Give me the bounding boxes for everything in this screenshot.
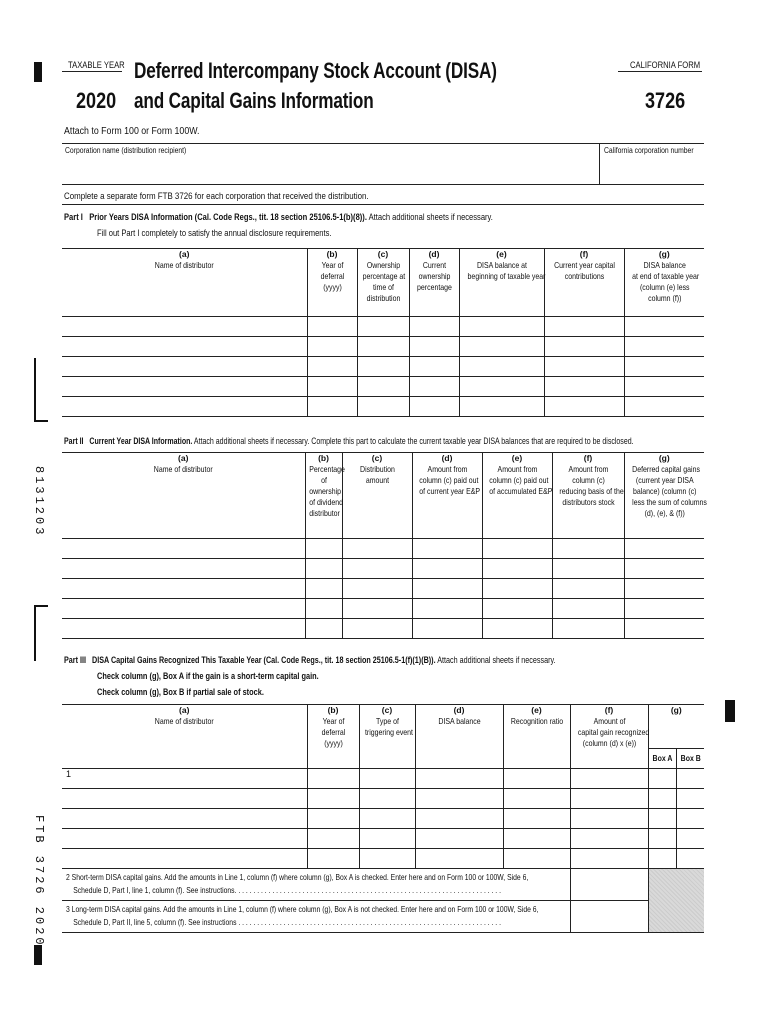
shaded-area (648, 869, 704, 933)
part2-table (62, 452, 707, 639)
part3-col-c-header: (c) Type of triggering event (359, 705, 415, 769)
part3-label: Part III (64, 655, 87, 665)
registration-mark (34, 420, 48, 422)
input-cell[interactable] (62, 337, 307, 357)
box-b-checkbox[interactable] (676, 849, 704, 869)
input-cell[interactable] (307, 337, 357, 357)
input-cell[interactable] (62, 397, 307, 417)
form-footer: FTB 3726 2020 (32, 815, 46, 948)
input-cell[interactable] (624, 579, 704, 599)
input-cell[interactable] (412, 599, 482, 619)
input-cell[interactable] (624, 539, 704, 559)
box-b-checkbox[interactable] (676, 789, 704, 809)
part3-col-g-header: (g) (648, 705, 704, 749)
california-form-label: CALIFORNIA FORM (630, 60, 701, 70)
part3-title-suffix: Attach additional sheets if necessary. (437, 655, 556, 665)
input-cell[interactable] (503, 809, 570, 829)
line-3-text: 3 Long-term DISA capital gains. Add the amounts in Line 1, column (f) where column (g), Box A is not checked. Enter here and on Form 100 or 100W, Side 6, Schedule D, Part II, line 5, column (f). See instructions . . . . . . . . . . . . . . . . . . . . . . . . . . . . . . . . . . . . . . . . . . . . . . . . . . . . . . . . . . . . . . . . . . . . . . (62, 901, 570, 933)
box-a-checkbox[interactable] (648, 789, 676, 809)
input-cell[interactable] (415, 829, 503, 849)
table-row (62, 317, 704, 337)
table-row (62, 769, 704, 789)
part3-col-a-header: (a) Name of distributor (62, 705, 307, 769)
box-a-checkbox[interactable] (648, 769, 676, 789)
part1-col-d-header: (d) Current ownership percentage (409, 249, 459, 317)
table-row (62, 559, 704, 579)
box-b-checkbox[interactable] (676, 769, 704, 789)
box-a-header: Box A (648, 749, 676, 769)
input-cell[interactable] (503, 849, 570, 869)
part1-col-b-header: (b) Year of deferral (yyyy) (307, 249, 357, 317)
input-cell[interactable] (62, 539, 305, 559)
line-2-text: 2 Short-term DISA capital gains. Add the amounts in Line 1, column (f) where column (g), Box A is checked. Enter here and on Form 100 or 100W, Side 6, Schedule D, Part I, line 1, column (f). See instructions. . . . . . . . . . . . . . . . . . . . . . . . . . . . . . . . . . . . . . . . . . . . . . . . . . . . . . . . . . . . . . . . . . . . . . . (62, 869, 570, 901)
part2-col-e-header: (e) Amount from column (c) paid out of accumulated E&P (482, 453, 552, 539)
input-cell[interactable] (412, 619, 482, 639)
part3-col-d-header: (d) DISA balance (415, 705, 503, 769)
input-cell[interactable] (624, 377, 704, 397)
input-cell[interactable] (544, 317, 624, 337)
input-cell[interactable] (482, 619, 552, 639)
input-cell[interactable] (359, 789, 415, 809)
part1-col-e-header: (e) DISA balance at beginning of taxable year (459, 249, 544, 317)
part1-col-a-header: (a) Name of distributor (62, 249, 307, 317)
part1-label: Part I (64, 212, 83, 222)
part1-title-suffix: Attach additional sheets if necessary. (368, 212, 493, 222)
input-cell[interactable] (62, 579, 305, 599)
input-cell[interactable] (552, 539, 624, 559)
input-cell[interactable] (459, 357, 544, 377)
attach-instruction: Attach to Form 100 or Form 100W. (64, 126, 200, 137)
input-cell[interactable] (305, 599, 342, 619)
input-cell[interactable] (552, 559, 624, 579)
input-cell[interactable] (503, 789, 570, 809)
table-row (62, 377, 704, 397)
table-row (62, 849, 704, 869)
input-cell[interactable] (342, 559, 412, 579)
input-cell[interactable] (62, 317, 307, 337)
taxable-year-label: TAXABLE YEAR (68, 60, 125, 70)
input-cell[interactable] (357, 357, 409, 377)
registration-mark (34, 62, 42, 82)
input-cell[interactable] (570, 829, 648, 849)
part3-check-a: Check column (g), Box A if the gain is a short-term capital gain. (97, 671, 319, 681)
box-a-checkbox[interactable] (648, 809, 676, 829)
table-row (62, 789, 704, 809)
part2-col-d-header: (d) Amount from column (c) paid out of current year E&P (412, 453, 482, 539)
part2-col-f-header: (f) Amount from column (c) reducing basis of the distributors stock (552, 453, 624, 539)
year: 2020 (76, 88, 117, 113)
input-cell[interactable] (342, 599, 412, 619)
input-cell[interactable] (359, 849, 415, 869)
registration-mark (34, 358, 36, 422)
part1-col-f-header: (f) Current year capital contributions (544, 249, 624, 317)
input-cell[interactable] (624, 559, 704, 579)
table-row (62, 357, 704, 377)
input-cell[interactable] (359, 809, 415, 829)
input-cell[interactable] (544, 357, 624, 377)
input-cell[interactable] (624, 357, 704, 377)
form-code: 8131203 (32, 466, 46, 538)
input-cell[interactable] (459, 317, 544, 337)
input-cell[interactable] (624, 397, 704, 417)
input-cell[interactable] (459, 377, 544, 397)
input-cell[interactable] (62, 619, 305, 639)
part2-heading (64, 436, 634, 446)
input-cell[interactable] (552, 619, 624, 639)
part2-col-b-header: (b) Percentage of ownership of dividend distributor (305, 453, 342, 539)
input-cell[interactable] (415, 789, 503, 809)
box-b-header: Box B (676, 749, 704, 769)
input-cell[interactable] (305, 539, 342, 559)
table-row (62, 809, 704, 829)
part1-col-g-header: (g) DISA balance at end of taxable year (column (e) less column (f)) (624, 249, 704, 317)
input-cell[interactable] (409, 317, 459, 337)
input-cell[interactable] (307, 377, 357, 397)
part3-col-f-header: (f) Amount of capital gain recognized (column (d) x (e)) (570, 705, 648, 769)
input-cell[interactable] (415, 809, 503, 829)
part2-label: Part II (64, 436, 84, 446)
input-cell[interactable] (412, 539, 482, 559)
input-cell[interactable] (62, 829, 307, 849)
california-corporation-number-label: California corporation number (604, 146, 694, 155)
line-1-name-cell[interactable]: 1 (62, 769, 307, 789)
input-cell[interactable] (342, 619, 412, 639)
input-cell[interactable] (624, 619, 704, 639)
part1-title: Prior Years DISA Information (Cal. Code Regs., tit. 18 section 25106.5-1(b)(8)). (89, 212, 367, 222)
table-row (62, 337, 704, 357)
input-cell[interactable] (459, 337, 544, 357)
input-cell[interactable] (482, 579, 552, 599)
part1-subtitle: Fill out Part I completely to satisfy the annual disclosure requirements. (97, 228, 332, 238)
input-cell[interactable] (305, 579, 342, 599)
part2-col-c-header: (c) Distribution amount (342, 453, 412, 539)
registration-mark (34, 605, 36, 661)
input-cell[interactable] (307, 849, 359, 869)
input-cell[interactable] (570, 849, 648, 869)
input-cell[interactable] (482, 539, 552, 559)
line-3-row (62, 901, 704, 933)
input-cell[interactable] (624, 337, 704, 357)
part3-table (62, 704, 704, 933)
input-cell[interactable] (62, 559, 305, 579)
input-cell[interactable] (307, 789, 359, 809)
input-cell[interactable] (307, 769, 359, 789)
line-3-amount[interactable] (570, 901, 648, 933)
box-a-checkbox[interactable] (648, 849, 676, 869)
input-cell[interactable] (62, 789, 307, 809)
form-title-line2: and Capital Gains Information (134, 88, 374, 113)
input-cell[interactable] (357, 377, 409, 397)
part1-col-c-header: (c) Ownership percentage at time of distribution (357, 249, 409, 317)
input-cell[interactable] (409, 337, 459, 357)
registration-mark (725, 700, 735, 722)
part3-check-b: Check column (g), Box B if partial sale of stock. (97, 687, 264, 697)
table-row (62, 579, 704, 599)
input-cell[interactable] (409, 397, 459, 417)
box-b-checkbox[interactable] (676, 829, 704, 849)
input-cell[interactable] (305, 619, 342, 639)
intro-instruction: Complete a separate form FTB 3726 for each corporation that received the distribution. (64, 191, 369, 201)
part3-title: DISA Capital Gains Recognized This Taxable Year (Cal. Code Regs., tit. 18 section 25106.5-1(f)(1)(B)). (92, 655, 436, 665)
input-cell[interactable] (62, 849, 307, 869)
input-cell[interactable] (359, 829, 415, 849)
input-cell[interactable] (503, 829, 570, 849)
input-cell[interactable] (307, 397, 357, 417)
input-cell[interactable] (544, 377, 624, 397)
input-cell[interactable] (307, 809, 359, 829)
input-cell[interactable] (307, 317, 357, 337)
input-cell[interactable] (307, 357, 357, 377)
input-cell[interactable] (552, 599, 624, 619)
input-cell[interactable] (62, 809, 307, 829)
input-cell[interactable] (482, 559, 552, 579)
input-cell[interactable] (307, 829, 359, 849)
input-cell[interactable] (552, 579, 624, 599)
corporation-name-label: Corporation name (distribution recipient) (65, 146, 187, 155)
input-cell[interactable] (62, 357, 307, 377)
input-cell[interactable] (342, 579, 412, 599)
table-row (62, 619, 704, 639)
table-row (62, 397, 704, 417)
input-cell[interactable] (409, 357, 459, 377)
input-cell[interactable] (415, 849, 503, 869)
part1-heading (64, 212, 493, 222)
registration-mark (34, 605, 48, 607)
registration-mark (34, 945, 42, 965)
input-cell[interactable] (409, 377, 459, 397)
input-cell[interactable] (62, 377, 307, 397)
part2-title-suffix: Attach additional sheets if necessary. Complete this part to calculate the current taxable year DISA balances that are required to be disclosed. (193, 436, 634, 446)
input-cell[interactable] (62, 599, 305, 619)
input-cell[interactable] (305, 559, 342, 579)
input-cell[interactable] (412, 559, 482, 579)
line-2-row (62, 869, 704, 901)
input-cell[interactable] (624, 317, 704, 337)
intro-rule (62, 204, 704, 205)
box-b-checkbox[interactable] (676, 809, 704, 829)
input-cell[interactable] (415, 769, 503, 789)
box-a-checkbox[interactable] (648, 829, 676, 849)
part2-title: Current Year DISA Information. (89, 436, 193, 446)
input-cell[interactable] (482, 599, 552, 619)
table-row (62, 539, 704, 559)
header-rule-right (618, 71, 702, 72)
part2-col-a-header: (a) Name of distributor (62, 453, 305, 539)
part1-table (62, 248, 704, 417)
part3-heading (64, 655, 556, 665)
input-cell[interactable] (570, 789, 648, 809)
part3-col-b-header: (b) Year of deferral (yyyy) (307, 705, 359, 769)
input-cell[interactable] (357, 317, 409, 337)
input-cell[interactable] (544, 337, 624, 357)
line-2-amount[interactable] (570, 869, 648, 901)
input-cell[interactable] (570, 809, 648, 829)
input-cell[interactable] (570, 769, 648, 789)
input-cell[interactable] (503, 769, 570, 789)
input-cell[interactable] (359, 769, 415, 789)
part2-col-g-header: (g) Deferred capital gains (current year DISA balance) (column (c) less the sum of columns (d), (e), & (f)) (624, 453, 704, 539)
input-cell[interactable] (342, 539, 412, 559)
input-cell[interactable] (544, 397, 624, 417)
header-rule-left (62, 71, 122, 72)
form-title-line1: Deferred Intercompany Stock Account (DISA) (134, 58, 497, 83)
form-number: 3726 (645, 88, 686, 113)
input-cell[interactable] (357, 337, 409, 357)
table-row (62, 599, 704, 619)
input-cell[interactable] (459, 397, 544, 417)
table-row (62, 829, 704, 849)
input-cell[interactable] (357, 397, 409, 417)
input-cell[interactable] (624, 599, 704, 619)
input-cell[interactable] (412, 579, 482, 599)
part3-col-e-header: (e) Recognition ratio (503, 705, 570, 769)
